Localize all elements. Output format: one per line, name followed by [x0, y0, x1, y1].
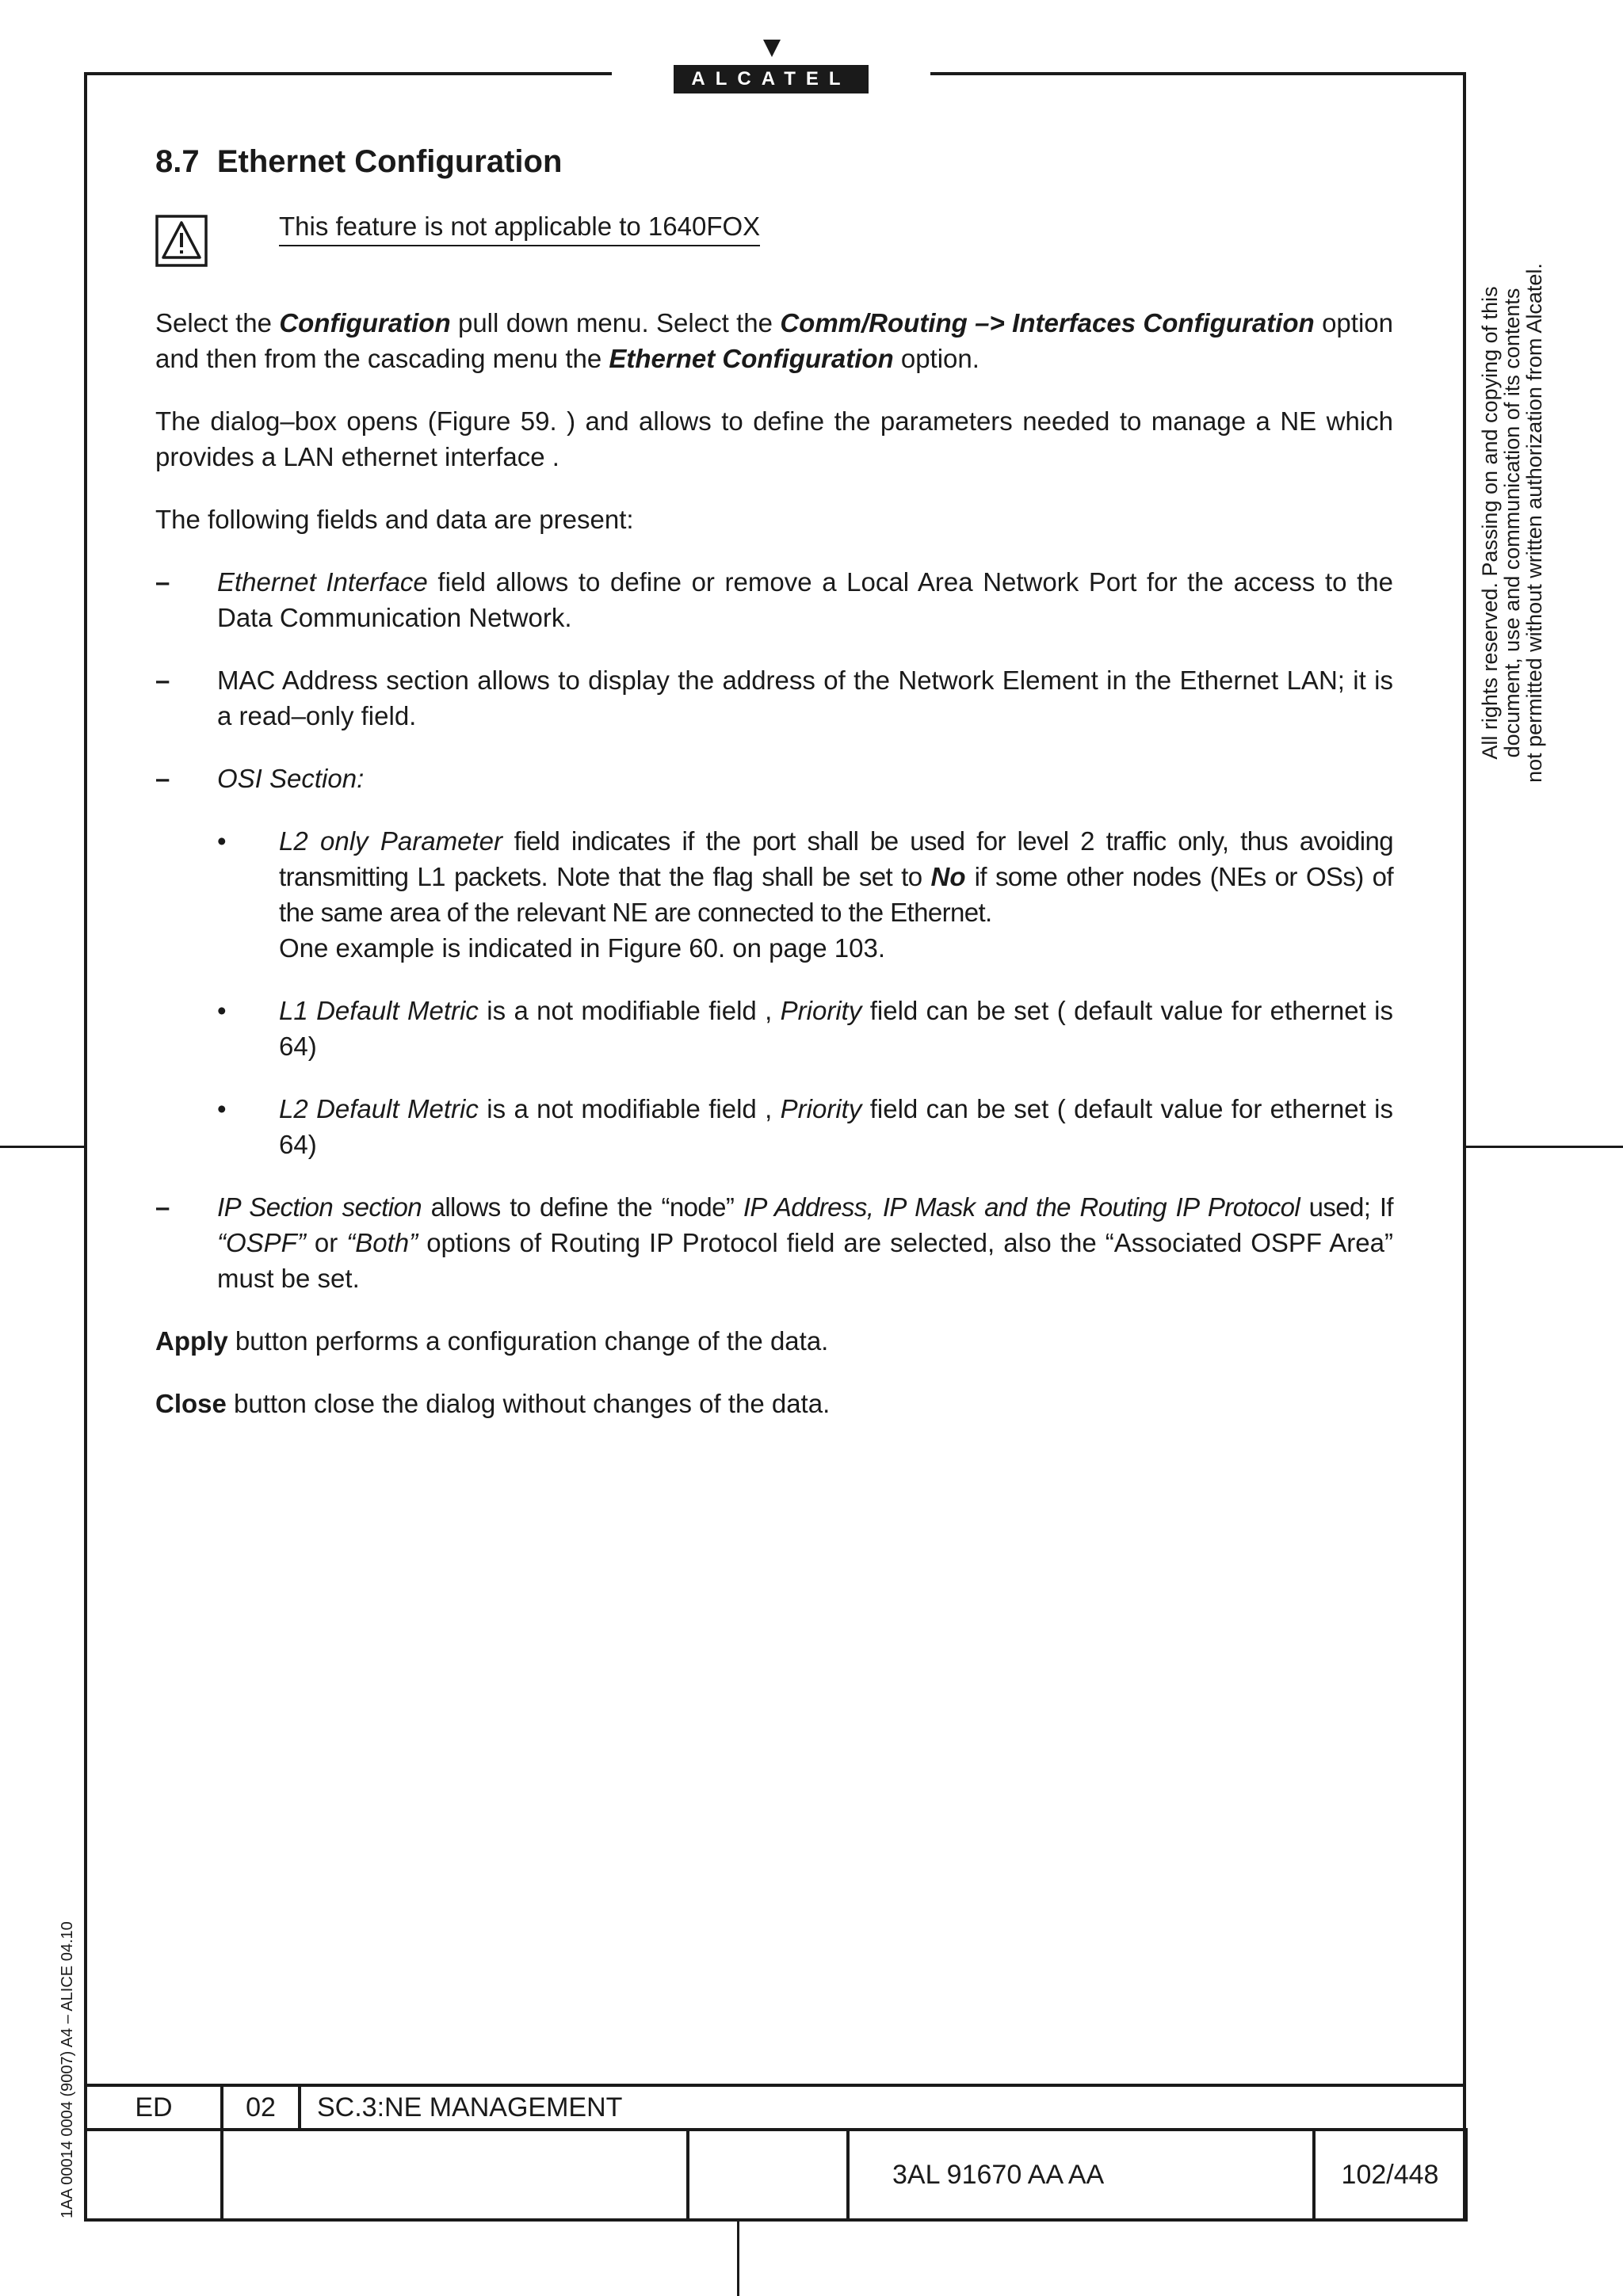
field-name: Ethernet Interface — [217, 567, 428, 597]
fold-mark-right — [1466, 1146, 1623, 1148]
menu-path: Comm/Routing –> Interfaces Configuration — [780, 308, 1315, 338]
paragraph-fields: The following fields and data are present: — [155, 505, 634, 534]
frame-top-left — [84, 72, 612, 75]
logo-arrow-icon — [763, 40, 781, 57]
dash-mark: – — [155, 567, 170, 597]
main-content — [155, 144, 1393, 1448]
field-name: L2 Default Metric — [279, 1094, 479, 1123]
text: field can be set ( default value for ethernet is 64) — [279, 1094, 1393, 1159]
chapter-title: SC.3:NE MANAGEMENT — [300, 2085, 1466, 2130]
title-block — [84, 2084, 1465, 2219]
option-name: “Both” — [346, 1228, 418, 1257]
alcatel-logo — [674, 40, 869, 97]
field-name: L1 Default Metric — [279, 996, 479, 1025]
text: allows to define the “node” — [422, 1192, 743, 1222]
option-name: “OSPF” — [217, 1228, 306, 1257]
section-heading — [155, 144, 1393, 180]
bullet-mark: • — [217, 1094, 227, 1123]
footer-cell-empty — [222, 2130, 688, 2220]
edition-label: ED — [86, 2085, 222, 2130]
value-no: No — [930, 862, 966, 891]
form-code: 1AA 00014 0004 (9007) A4 – ALICE 04.10 — [59, 1921, 76, 2218]
close-label: Close — [155, 1389, 227, 1418]
bullet-item — [155, 823, 1393, 966]
dash-mark: – — [155, 764, 170, 793]
text: used; If — [1300, 1192, 1393, 1222]
list-item — [155, 662, 1393, 734]
section-label: OSI Section: — [217, 764, 365, 793]
field-name: L2 only Parameter — [279, 826, 502, 856]
page-number: 102/448 — [1314, 2130, 1466, 2220]
paragraph-close — [155, 1386, 1393, 1421]
text: or — [305, 1228, 347, 1257]
text: option and then from the cascading menu the — [155, 308, 1393, 373]
footer-cell-empty — [86, 2130, 222, 2220]
warning-note — [155, 212, 1393, 275]
text: is a not modifiable field , — [478, 1094, 781, 1123]
bullet-mark: • — [217, 996, 227, 1025]
field-name: IP Address, IP Mask and the Routing IP Protocol — [743, 1192, 1300, 1222]
warning-text: This feature is not applicable to 1640FOX — [279, 212, 760, 246]
warning-triangle-icon — [155, 215, 208, 267]
bullet-item — [155, 1091, 1393, 1162]
section-title: Ethernet Configuration — [216, 144, 563, 179]
field-name: IP Section section — [217, 1192, 422, 1222]
notice-line: not permitted without written authorization from Alcatel. — [1522, 263, 1546, 783]
paragraph-apply — [155, 1323, 1393, 1359]
text: Select the — [155, 308, 280, 338]
dash-mark: – — [155, 666, 170, 695]
dash-mark: – — [155, 1192, 170, 1222]
text: field allows to define or remove a Local Area Network Port for the access to the Data Communication Network. — [217, 567, 1393, 632]
text: field indicates if the port shall be used for level 2 traffic only, thus avoiding transmitting L1 packets. Note that the flag shall be set to — [279, 826, 1394, 891]
paragraph-intro — [155, 305, 1393, 376]
list-item — [155, 564, 1393, 635]
text: if some other nodes (NEs or OSs) of the same area of the relevant NE are connected to the Ethernet. — [279, 862, 1394, 927]
menu-option: Ethernet Configuration — [609, 344, 894, 373]
fold-mark-bottom — [737, 2219, 739, 2296]
text: field can be set ( default value for ethernet is 64) — [279, 996, 1393, 1061]
apply-label: Apply — [155, 1326, 228, 1356]
field-name: Priority — [780, 1094, 862, 1123]
section-number: 8.7 — [155, 144, 200, 179]
bullet-mark: • — [217, 826, 227, 856]
notice-line: document, use and communication of its contents — [1500, 288, 1524, 758]
paragraph-dialog: The dialog–box opens (Figure 59. ) and allows to define the parameters needed to manage a NE which provides a LAN ethernet interface . — [155, 406, 1393, 471]
text: button close the dialog without changes of the data. — [226, 1389, 831, 1418]
edition-value: 02 — [222, 2085, 300, 2130]
frame-top-right — [930, 72, 1466, 75]
bullet-item — [155, 993, 1393, 1064]
text: pull down menu. Select the — [450, 308, 781, 338]
footer-cell-empty — [688, 2130, 848, 2220]
list-item — [155, 1189, 1393, 1296]
notice-line: All rights reserved. Passing on and copying of this — [1478, 286, 1502, 760]
menu-name: Configuration — [279, 308, 451, 338]
text: option. — [893, 344, 980, 373]
document-number: 3AL 91670 AA AA — [848, 2130, 1314, 2220]
frame-left — [84, 72, 87, 2221]
fold-mark-left — [0, 1146, 84, 1148]
text: button performs a configuration change of the data. — [227, 1326, 829, 1356]
list-item — [155, 761, 1393, 796]
text: One example is indicated in Figure 60. on page 103. — [279, 933, 885, 963]
logo-text: ALCATEL — [674, 65, 869, 93]
text: is a not modifiable field , — [478, 996, 781, 1025]
text: MAC Address section allows to display the address of the Network Element in the Ethernet LAN; it is a read–only field. — [217, 666, 1393, 730]
field-name: Priority — [780, 996, 862, 1025]
text: options of Routing IP Protocol field are selected, also the “Associated OSPF Area” must be set. — [217, 1228, 1393, 1293]
copyright-notice — [1479, 246, 1545, 800]
